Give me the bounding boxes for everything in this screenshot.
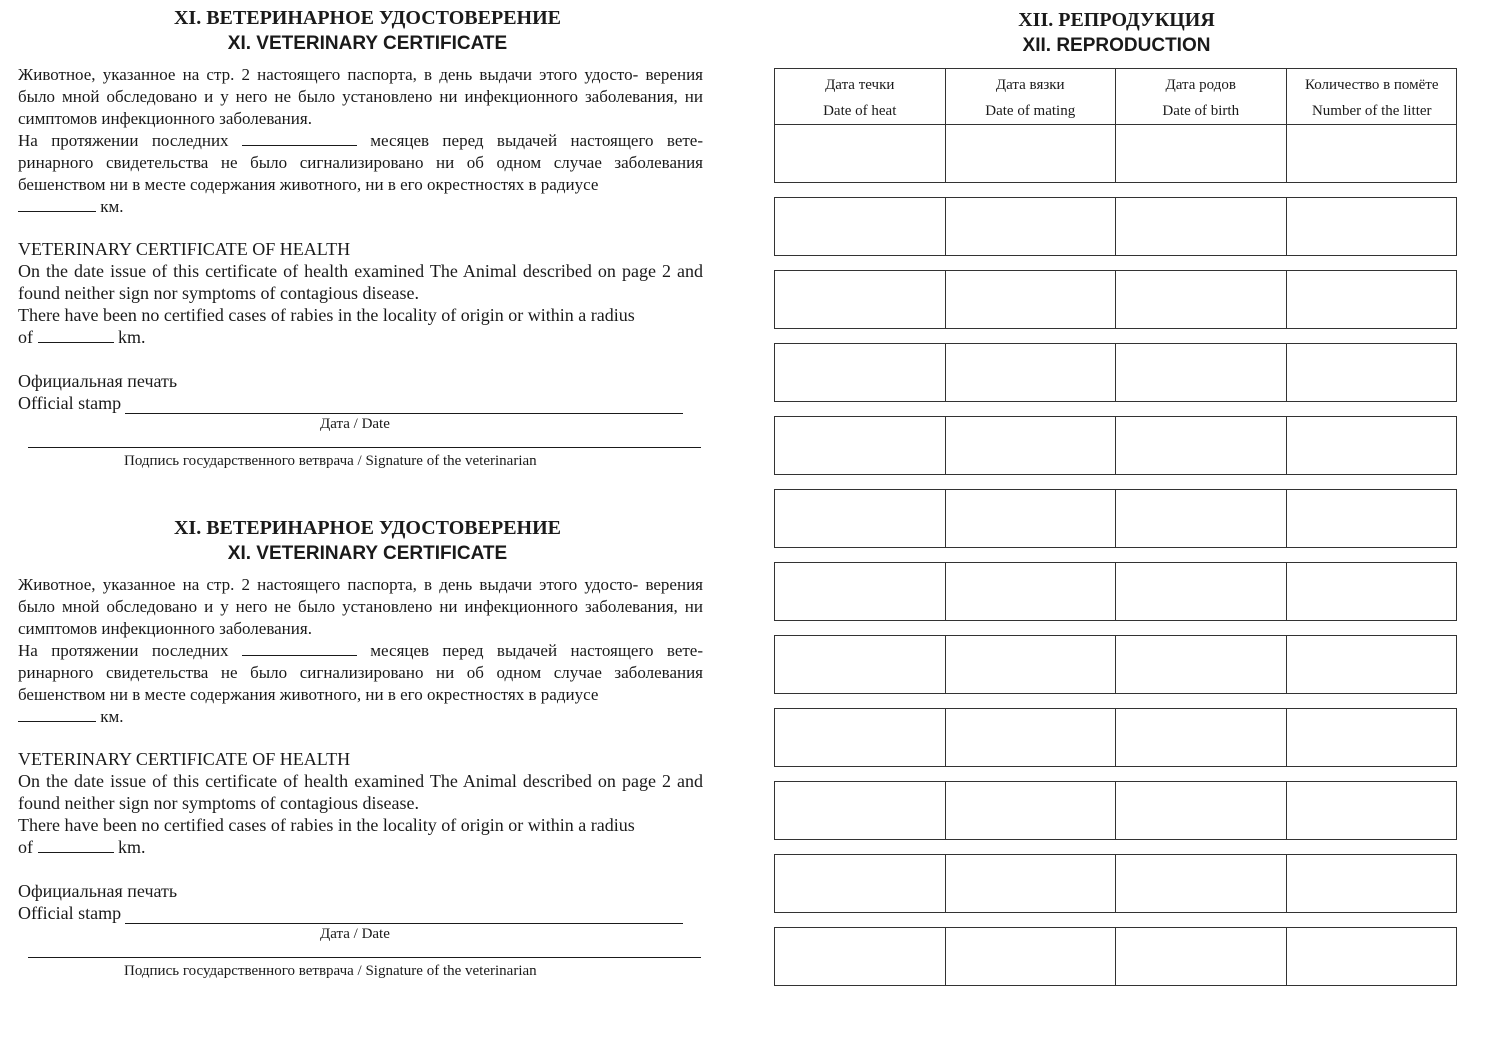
reproduction-title-en: XII. REPRODUCTION xyxy=(1022,35,1211,56)
radius-km-blank-field-ru[interactable] xyxy=(18,707,96,722)
months-blank-field[interactable] xyxy=(242,641,357,656)
table-cell-litter[interactable] xyxy=(1287,198,1458,255)
table-cell-birth[interactable] xyxy=(1116,855,1287,912)
table-row xyxy=(774,635,1457,694)
table-cell-mating[interactable] xyxy=(946,198,1117,255)
certificate-title-en: XI. VETERINARY CERTIFICATE xyxy=(227,543,508,564)
table-cell-birth[interactable] xyxy=(1116,782,1287,839)
table-cell-litter[interactable] xyxy=(1287,344,1458,401)
signature-field[interactable] xyxy=(28,943,701,958)
table-cell-litter[interactable] xyxy=(1287,709,1458,766)
table-cell-birth[interactable] xyxy=(1116,490,1287,547)
column-header-litter xyxy=(1287,69,1458,124)
table-cell-mating[interactable] xyxy=(946,344,1117,401)
stamp-label-en: Official stamp xyxy=(18,903,122,923)
en-paragraph-2: There have been no certified cases of rabies in the locality of origin or within a radius xyxy=(18,815,635,835)
radius-km-blank-field-ru[interactable] xyxy=(18,197,96,212)
table-cell-birth[interactable] xyxy=(1116,928,1287,985)
signature-field[interactable] xyxy=(28,433,701,448)
column-header-en: Date of mating xyxy=(985,103,1076,119)
table-cell-birth[interactable] xyxy=(1116,636,1287,693)
table-cell-birth[interactable] xyxy=(1116,125,1287,182)
radius-km-blank-field-en[interactable] xyxy=(38,838,114,853)
table-row xyxy=(774,708,1457,767)
table-cell-litter[interactable] xyxy=(1287,125,1458,182)
stamp-date-field[interactable] xyxy=(125,907,683,924)
column-header-mating xyxy=(946,69,1117,124)
en-of-label: of xyxy=(18,837,33,857)
table-cell-litter[interactable] xyxy=(1287,782,1458,839)
table-row xyxy=(774,416,1457,475)
date-label: Дата / Date xyxy=(320,926,390,942)
table-row xyxy=(774,197,1457,256)
table-cell-mating[interactable] xyxy=(946,563,1117,620)
stamp-block xyxy=(18,370,703,470)
table-cell-heat[interactable] xyxy=(775,198,946,255)
table-cell-mating[interactable] xyxy=(946,855,1117,912)
table-cell-birth[interactable] xyxy=(1116,198,1287,255)
table-cell-birth[interactable] xyxy=(1116,417,1287,474)
table-cell-litter[interactable] xyxy=(1287,563,1458,620)
en-of-label: of xyxy=(18,327,33,347)
column-header-en: Date of heat xyxy=(823,103,897,119)
stamp-block xyxy=(18,880,703,980)
ru-paragraph-2 xyxy=(18,130,703,196)
stamp-line xyxy=(18,902,703,924)
ru-paragraph-2-start: На протяжении последних xyxy=(18,641,229,660)
ru-km-label: км. xyxy=(100,707,124,726)
table-cell-litter[interactable] xyxy=(1287,490,1458,547)
en-km-label: km. xyxy=(118,327,146,347)
table-cell-heat[interactable] xyxy=(775,271,946,328)
table-cell-heat[interactable] xyxy=(775,709,946,766)
radius-km-blank-field-en[interactable] xyxy=(38,328,114,343)
table-cell-heat[interactable] xyxy=(775,125,946,182)
certificate-text-en xyxy=(18,770,703,858)
column-header-birth xyxy=(1116,69,1287,124)
table-cell-birth[interactable] xyxy=(1116,344,1287,401)
column-header-ru: Количество в помёте xyxy=(1304,77,1439,93)
reproduction-section xyxy=(774,8,1457,119)
en-paragraph-2: There have been no certified cases of rabies in the locality of origin or within a radius xyxy=(18,305,635,325)
en-km-label: km. xyxy=(118,837,146,857)
table-row xyxy=(774,927,1457,986)
ru-paragraph-1: Животное, указанное на стр. 2 настоящего паспорта, в день выдачи этого удосто- верения было мной обследовано и у него не было установлено ни инфекционного заболевания, ни симптомов инфекционного заболевания. xyxy=(18,65,703,128)
months-blank-field[interactable] xyxy=(242,131,357,146)
table-cell-mating[interactable] xyxy=(946,782,1117,839)
ru-km-label: км. xyxy=(100,197,124,216)
reproduction-title-ru: XII. РЕПРОДУКЦИЯ xyxy=(1018,9,1215,31)
certificate-text-ru xyxy=(18,64,703,218)
veterinary-certificate-1 xyxy=(18,6,703,470)
table-cell-mating[interactable] xyxy=(946,125,1117,182)
table-cell-heat[interactable] xyxy=(775,344,946,401)
stamp-label-en: Official stamp xyxy=(18,393,122,413)
certificate-title xyxy=(32,6,703,56)
table-cell-mating[interactable] xyxy=(946,490,1117,547)
en-paragraph-1: On the date issue of this certificate of health examined The Animal described on page 2 and found neither sign nor symptoms of contagious disease. xyxy=(18,771,703,813)
table-row xyxy=(774,854,1457,913)
column-headers xyxy=(775,69,1456,125)
reproduction-table-header xyxy=(774,68,1457,183)
ru-paragraph-2-end: месяцев перед выдачей настоящего вете- ринарного свидетельства не было сигнализировано ни об одном случае заболевания бешенством ни в месте содержания животного, ни в его окрестностях в радиусе xyxy=(18,131,704,194)
table-cell-litter[interactable] xyxy=(1287,417,1458,474)
table-cell-heat[interactable] xyxy=(775,563,946,620)
ru-radius-line xyxy=(18,196,703,218)
table-cell-mating[interactable] xyxy=(946,928,1117,985)
column-header-ru: Дата родов xyxy=(1165,77,1236,93)
table-cell-mating[interactable] xyxy=(946,271,1117,328)
table-cell-heat[interactable] xyxy=(775,636,946,693)
certificate-title-ru: XI. ВЕТЕРИНАРНОЕ УДОСТОВЕРЕНИЕ xyxy=(173,7,561,29)
ru-radius-line xyxy=(18,706,703,728)
table-cell-mating[interactable] xyxy=(946,636,1117,693)
certificate-title xyxy=(32,516,703,566)
table-cell-birth[interactable] xyxy=(1116,271,1287,328)
table-cell-heat[interactable] xyxy=(775,782,946,839)
stamp-label-ru: Официальная печать xyxy=(18,371,178,391)
table-cell-litter[interactable] xyxy=(1287,855,1458,912)
table-row xyxy=(774,562,1457,621)
ru-paragraph-2-end: месяцев перед выдачей настоящего вете- ринарного свидетельства не было сигнализировано ни об одном случае заболевания бешенством ни в месте содержания животного, ни в его окрестностях в радиусе xyxy=(18,641,704,704)
table-cell-heat[interactable] xyxy=(775,490,946,547)
en-radius-line xyxy=(18,326,703,348)
en-radius-line xyxy=(18,836,703,858)
health-certificate-title: VETERINARY CERTIFICATE OF HEALTH xyxy=(18,239,351,259)
health-certificate-title: VETERINARY CERTIFICATE OF HEALTH xyxy=(18,749,351,769)
column-header-heat xyxy=(775,69,946,124)
table-row xyxy=(774,781,1457,840)
column-header-ru: Дата течки xyxy=(825,77,895,93)
certificate-title-ru: XI. ВЕТЕРИНАРНОЕ УДОСТОВЕРЕНИЕ xyxy=(173,517,561,539)
table-cell-litter[interactable] xyxy=(1287,636,1458,693)
column-header-en: Date of birth xyxy=(1162,103,1240,119)
table-cell-heat[interactable] xyxy=(775,417,946,474)
table-row xyxy=(774,343,1457,402)
table-row xyxy=(774,270,1457,329)
table-cell-litter[interactable] xyxy=(1287,928,1458,985)
table-cell-heat[interactable] xyxy=(775,928,946,985)
column-header-en: Number of the litter xyxy=(1311,103,1432,119)
ru-paragraph-2 xyxy=(18,640,703,706)
table-cell-heat[interactable] xyxy=(775,855,946,912)
certificate-title-en: XI. VETERINARY CERTIFICATE xyxy=(227,33,508,54)
table-row xyxy=(775,125,1456,182)
column-header-ru: Дата вязки xyxy=(995,77,1065,93)
table-cell-mating[interactable] xyxy=(946,709,1117,766)
certificate-text-ru xyxy=(18,574,703,728)
table-cell-birth[interactable] xyxy=(1116,709,1287,766)
veterinary-certificate-2 xyxy=(18,516,703,980)
en-paragraph-1: On the date issue of this certificate of health examined The Animal described on page 2 and found neither sign nor symptoms of contagious disease. xyxy=(18,261,703,303)
signature-label: Подпись государственного ветврача / Signature of the veterinarian xyxy=(124,963,537,979)
stamp-label-ru: Официальная печать xyxy=(18,881,178,901)
signature-label: Подпись государственного ветврача / Signature of the veterinarian xyxy=(124,453,537,469)
certificate-text-en xyxy=(18,260,703,348)
table-cell-mating[interactable] xyxy=(946,417,1117,474)
table-cell-litter[interactable] xyxy=(1287,271,1458,328)
ru-paragraph-1: Животное, указанное на стр. 2 настоящего паспорта, в день выдачи этого удосто- верения было мной обследовано и у него не было установлено ни инфекционного заболевания, ни симптомов инфекционного заболевания. xyxy=(18,575,703,638)
table-cell-birth[interactable] xyxy=(1116,563,1287,620)
table-row xyxy=(774,489,1457,548)
stamp-date-field[interactable] xyxy=(125,397,683,414)
reproduction-table xyxy=(774,68,1457,986)
ru-paragraph-2-start: На протяжении последних xyxy=(18,131,229,150)
reproduction-title xyxy=(776,8,1457,58)
date-label: Дата / Date xyxy=(320,416,390,432)
stamp-line xyxy=(18,392,703,414)
